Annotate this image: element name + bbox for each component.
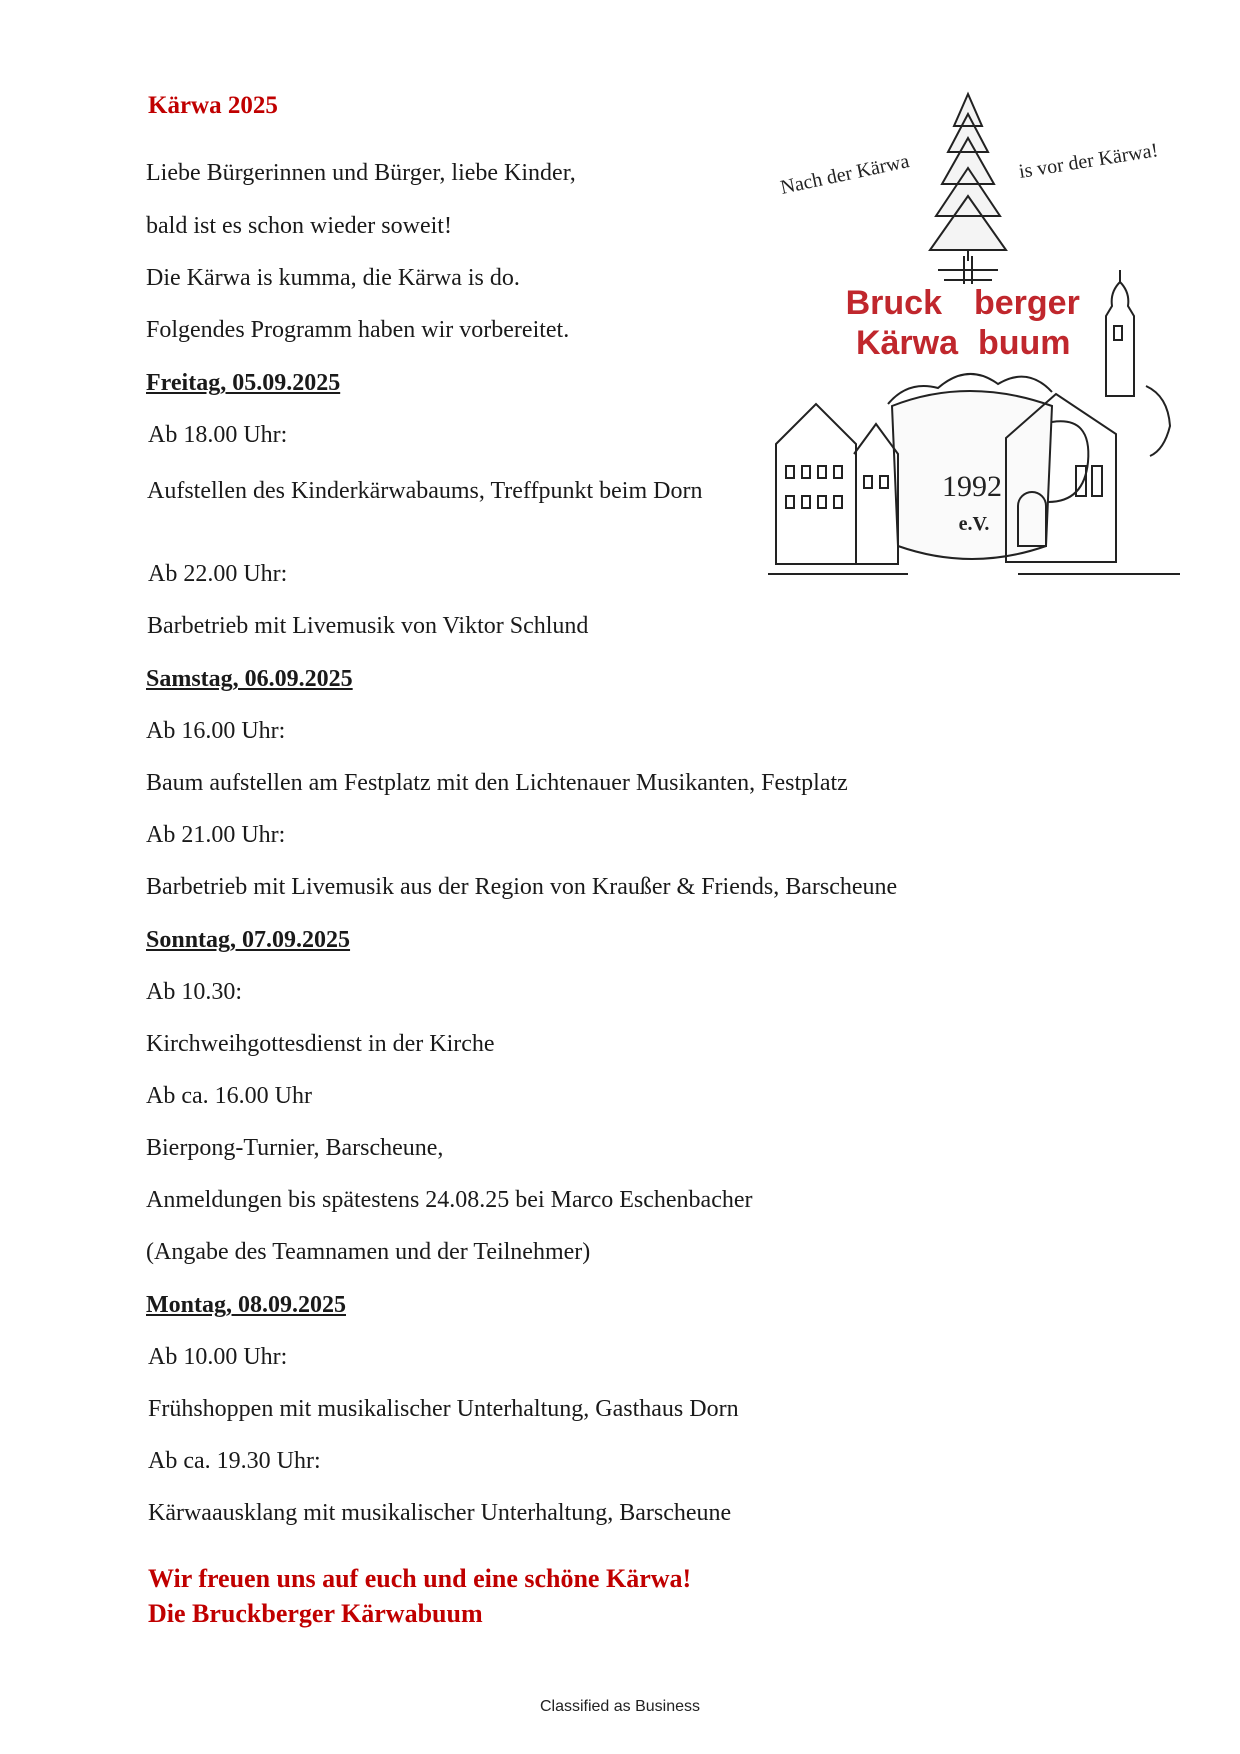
church-tower-icon [1106, 270, 1134, 396]
saturday-event-1: Baum aufstellen am Festplatz mit den Lichtenauer Musikanten, Festplatz [146, 770, 848, 796]
friday-event-1: Aufstellen des Kinderkärwabaums, Treffpunkt beim Dorn [147, 478, 703, 504]
sunday-event-2: Bierpong-Turnier, Barscheune, [146, 1135, 444, 1161]
logo-motto-left: Nach der Kärwa [778, 150, 912, 199]
logo-name-bruck: Bruck [845, 284, 942, 322]
sunday-time-2: Ab ca. 16.00 Uhr [146, 1083, 312, 1109]
friday-time-1: Ab 18.00 Uhr: [148, 422, 288, 448]
monday-event-1: Frühshoppen mit musikalischer Unterhaltung, Gasthaus Dorn [148, 1396, 739, 1422]
logo-year: 1992 [942, 470, 1002, 503]
logo-name-berger: berger [974, 284, 1080, 322]
classification-footer: Classified as Business [539, 1698, 701, 1715]
monday-time-1: Ab 10.00 Uhr: [148, 1344, 288, 1370]
logo-name-buum: buum [978, 324, 1071, 362]
sunday-registration-note: (Angabe des Teamnamen und der Teilnehmer) [146, 1239, 591, 1265]
friday-time-2: Ab 22.00 Uhr: [148, 561, 288, 587]
closing-greeting: Wir freuen uns auf euch und eine schöne Kärwa! [148, 1564, 692, 1593]
page-title: Kärwa 2025 [148, 92, 278, 119]
intro-line-kaerwa: Die Kärwa is kumma, die Kärwa is do. [146, 265, 520, 291]
logo-name-kaerwa: Kärwa [855, 324, 958, 362]
logo-suffix: e.V. [958, 513, 990, 535]
monday-time-2: Ab ca. 19.30 Uhr: [148, 1448, 321, 1474]
townhouse-icon [768, 404, 908, 574]
day-heading-saturday: Samstag, 06.09.2025 [146, 666, 353, 692]
sunday-event-1: Kirchweihgottesdienst in der Kirche [146, 1031, 495, 1057]
saturday-time-1: Ab 16.00 Uhr: [146, 718, 286, 744]
saturday-event-2: Barbetrieb mit Livemusik aus der Region von Kraußer & Friends, Barscheune [146, 874, 898, 900]
intro-line-program: Folgendes Programm haben wir vorbereitet. [146, 317, 570, 343]
club-logo [768, 86, 1188, 594]
day-heading-friday: Freitag, 05.09.2025 [146, 370, 341, 396]
logo-motto-right: is vor der Kärwa! [1017, 139, 1160, 183]
friday-event-2: Barbetrieb mit Livemusik von Viktor Schlund [147, 613, 589, 639]
closing-signature: Die Bruckberger Kärwabuum [148, 1599, 483, 1628]
day-heading-monday: Montag, 08.09.2025 [146, 1292, 346, 1318]
monday-event-2: Kärwaausklang mit musikalischer Unterhaltung, Barscheune [148, 1500, 732, 1526]
day-heading-sunday: Sonntag, 07.09.2025 [146, 927, 351, 953]
intro-line-greeting: Liebe Bürgerinnen und Bürger, liebe Kinder, [146, 160, 576, 186]
sunday-registration: Anmeldungen bis spätestens 24.08.25 bei Marco Eschenbacher [146, 1187, 753, 1213]
sunday-time-1: Ab 10.30: [146, 979, 242, 1005]
saturday-time-2: Ab 21.00 Uhr: [146, 822, 286, 848]
tree-icon [930, 94, 1006, 261]
intro-line-soon: bald ist es schon wieder soweit! [146, 213, 452, 239]
